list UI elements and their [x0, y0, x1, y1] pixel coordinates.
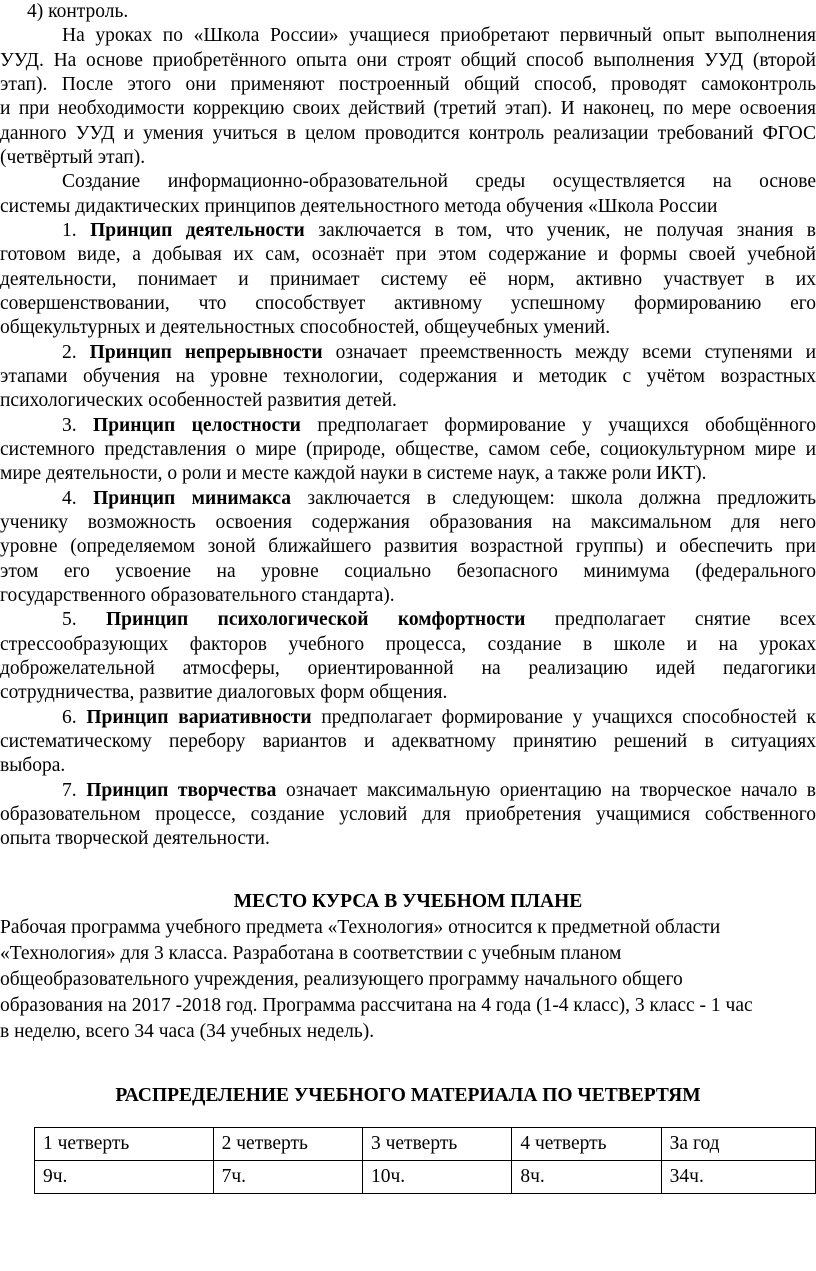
- principle-1-name: Принцип деятельности: [90, 220, 305, 241]
- paragraph-line: данного УУД и умения учиться в целом проводится контроль реализации требований ФГОС: [0, 123, 816, 144]
- paragraph-line: УУД. На основе приобретённого опыта они строят общий способ выполнения УУД (второй: [0, 50, 816, 71]
- paragraph-line: мире деятельности, о роли и месте каждой науки в системе наук, а также роли ИКТ).: [0, 463, 707, 484]
- section-heading-distribution: РАСПРЕДЕЛЕНИЕ УЧЕБНОГО МАТЕРИАЛА ПО ЧЕТВЕРТЯМ: [115, 1085, 701, 1106]
- list-item-control: 4) контроль.: [27, 1, 129, 22]
- paragraph-line: этап). После этого они применяют построенный общий способ, проводят самоконтроль: [0, 74, 816, 95]
- paragraph-line: этапами обучения на уровне технологии, содержания и методик с учётом возрастных: [0, 366, 816, 387]
- principle-3-name: Принцип целостности: [93, 415, 301, 436]
- paragraph-line: этом его усвоение на уровне социально безопасного минимума (федерального: [0, 561, 816, 582]
- table-cell: 9ч.: [35, 1161, 214, 1194]
- table-header-cell: 3 четверть: [362, 1128, 511, 1161]
- paragraph-line: в неделю, всего 34 часа (34 учебных недель).: [0, 1021, 375, 1042]
- table-header-cell: 4 четверть: [512, 1128, 661, 1161]
- paragraph-line: выбора.: [0, 755, 66, 776]
- paragraph-line: системы дидактических принципов деятельностного метода обучения «Школа России: [0, 196, 718, 217]
- paragraph-line: образовательном процессе, создание условий для приобретения учащимися собственного: [0, 804, 816, 825]
- principle-4-name: Принцип минимакса: [93, 488, 291, 509]
- principle-2-first-line: 2. Принцип непрерывности означает преемственность между всеми ступенями и: [62, 342, 816, 363]
- paragraph-line: государственного образовательного стандарта).: [0, 585, 395, 606]
- principle-6-name: Принцип вариативности: [86, 707, 312, 728]
- paragraph-line: Рабочая программа учебного предмета «Технология» относится к предметной области: [0, 917, 721, 938]
- principle-4-first-line: 4. Принцип минимакса заключается в следующем: школа должна предложить: [62, 488, 816, 509]
- table-cell: 34ч.: [661, 1161, 815, 1194]
- paragraph-line: готовом виде, а добывая их сам, осознаёт при этом содержание и формы своей учебной: [0, 244, 816, 265]
- principle-2-name: Принцип непрерывности: [89, 342, 323, 363]
- principle-1-first-line: 1. Принцип деятельности заключается в том, что ученик, не получая знания в: [62, 220, 816, 241]
- table-header-cell: За год: [661, 1128, 815, 1161]
- table-header-row: [35, 1128, 816, 1161]
- principle-3-first-line: 3. Принцип целостности предполагает формирование у учащихся обобщённого: [62, 415, 816, 436]
- principle-5-first-line: 5. Принцип психологической комфортности предполагает снятие всех: [62, 609, 816, 630]
- paragraph-line: и при необходимости коррекцию своих действий (третий этап). И наконец, по мере освоения: [0, 98, 816, 119]
- paragraph-line: «Технология» для 3 класса. Разработана в соответствии с учебным планом: [0, 943, 622, 964]
- paragraph-line: сотрудничества, развитие диалоговых форм общения.: [0, 682, 448, 703]
- paragraph-line: деятельности, понимает и принимает систему её норм, активно участвует в их: [0, 269, 816, 290]
- paragraph-line: доброжелательной атмосферы, ориентированной на реализацию идей педагогики: [0, 658, 816, 679]
- paragraph-line: опыта творческой деятельности.: [0, 828, 270, 849]
- paragraph-line: психологических особенностей развития детей.: [0, 390, 397, 411]
- paragraph-line: стрессообразующих факторов учебного процесса, создание в школе и на уроках: [0, 634, 816, 655]
- section-heading-course-place: МЕСТО КУРСА В УЧЕБНОМ ПЛАНЕ: [233, 891, 583, 912]
- paragraph-line: общеобразовательного учреждения, реализующего программу начального общего: [0, 969, 683, 990]
- distribution-table: [34, 1127, 816, 1194]
- paragraph-line: системного представления о мире (природе, обществе, самом себе, социокультурном мире и: [0, 439, 816, 460]
- table-cell: 10ч.: [362, 1161, 511, 1194]
- paragraph-line: общекультурных и деятельностных способностей, общеучебных умений.: [0, 317, 611, 338]
- table-cell: 7ч.: [213, 1161, 362, 1194]
- principle-7-name: Принцип творчества: [86, 780, 277, 801]
- table-row: [35, 1161, 816, 1194]
- table-cell: 8ч.: [512, 1161, 661, 1194]
- paragraph-line: Создание информационно-образовательной среды осуществляется на основе: [62, 171, 816, 192]
- principle-6-first-line: 6. Принцип вариативности предполагает формирование у учащихся способностей к: [62, 707, 816, 728]
- principle-5-name: Принцип психологической комфортности: [106, 609, 526, 630]
- paragraph-line: совершенствовании, что способствует активному успешному формированию его: [0, 293, 816, 314]
- paragraph-line: (четвёртый этап).: [0, 147, 146, 168]
- table-header-cell: 1 четверть: [35, 1128, 214, 1161]
- paragraph-line: На уроках по «Школа России» учащиеся приобретают первичный опыт выполнения: [62, 25, 816, 46]
- paragraph-line: образования на 2017 -2018 год. Программа рассчитана на 4 года (1-4 класс), 3 класс - 1 час: [0, 995, 753, 1016]
- paragraph-line: уровне (определяемом зоной ближайшего развития возрастной группы) и обеспечить при: [0, 536, 816, 557]
- paragraph-line: систематическому перебору вариантов и адекватному принятию решений в ситуациях: [0, 731, 816, 752]
- table-header-cell: 2 четверть: [213, 1128, 362, 1161]
- principle-7-first-line: 7. Принцип творчества означает максимальную ориентацию на творческое начало в: [62, 780, 816, 801]
- paragraph-line: ученику возможность освоения содержания образования на максимальном для него: [0, 512, 816, 533]
